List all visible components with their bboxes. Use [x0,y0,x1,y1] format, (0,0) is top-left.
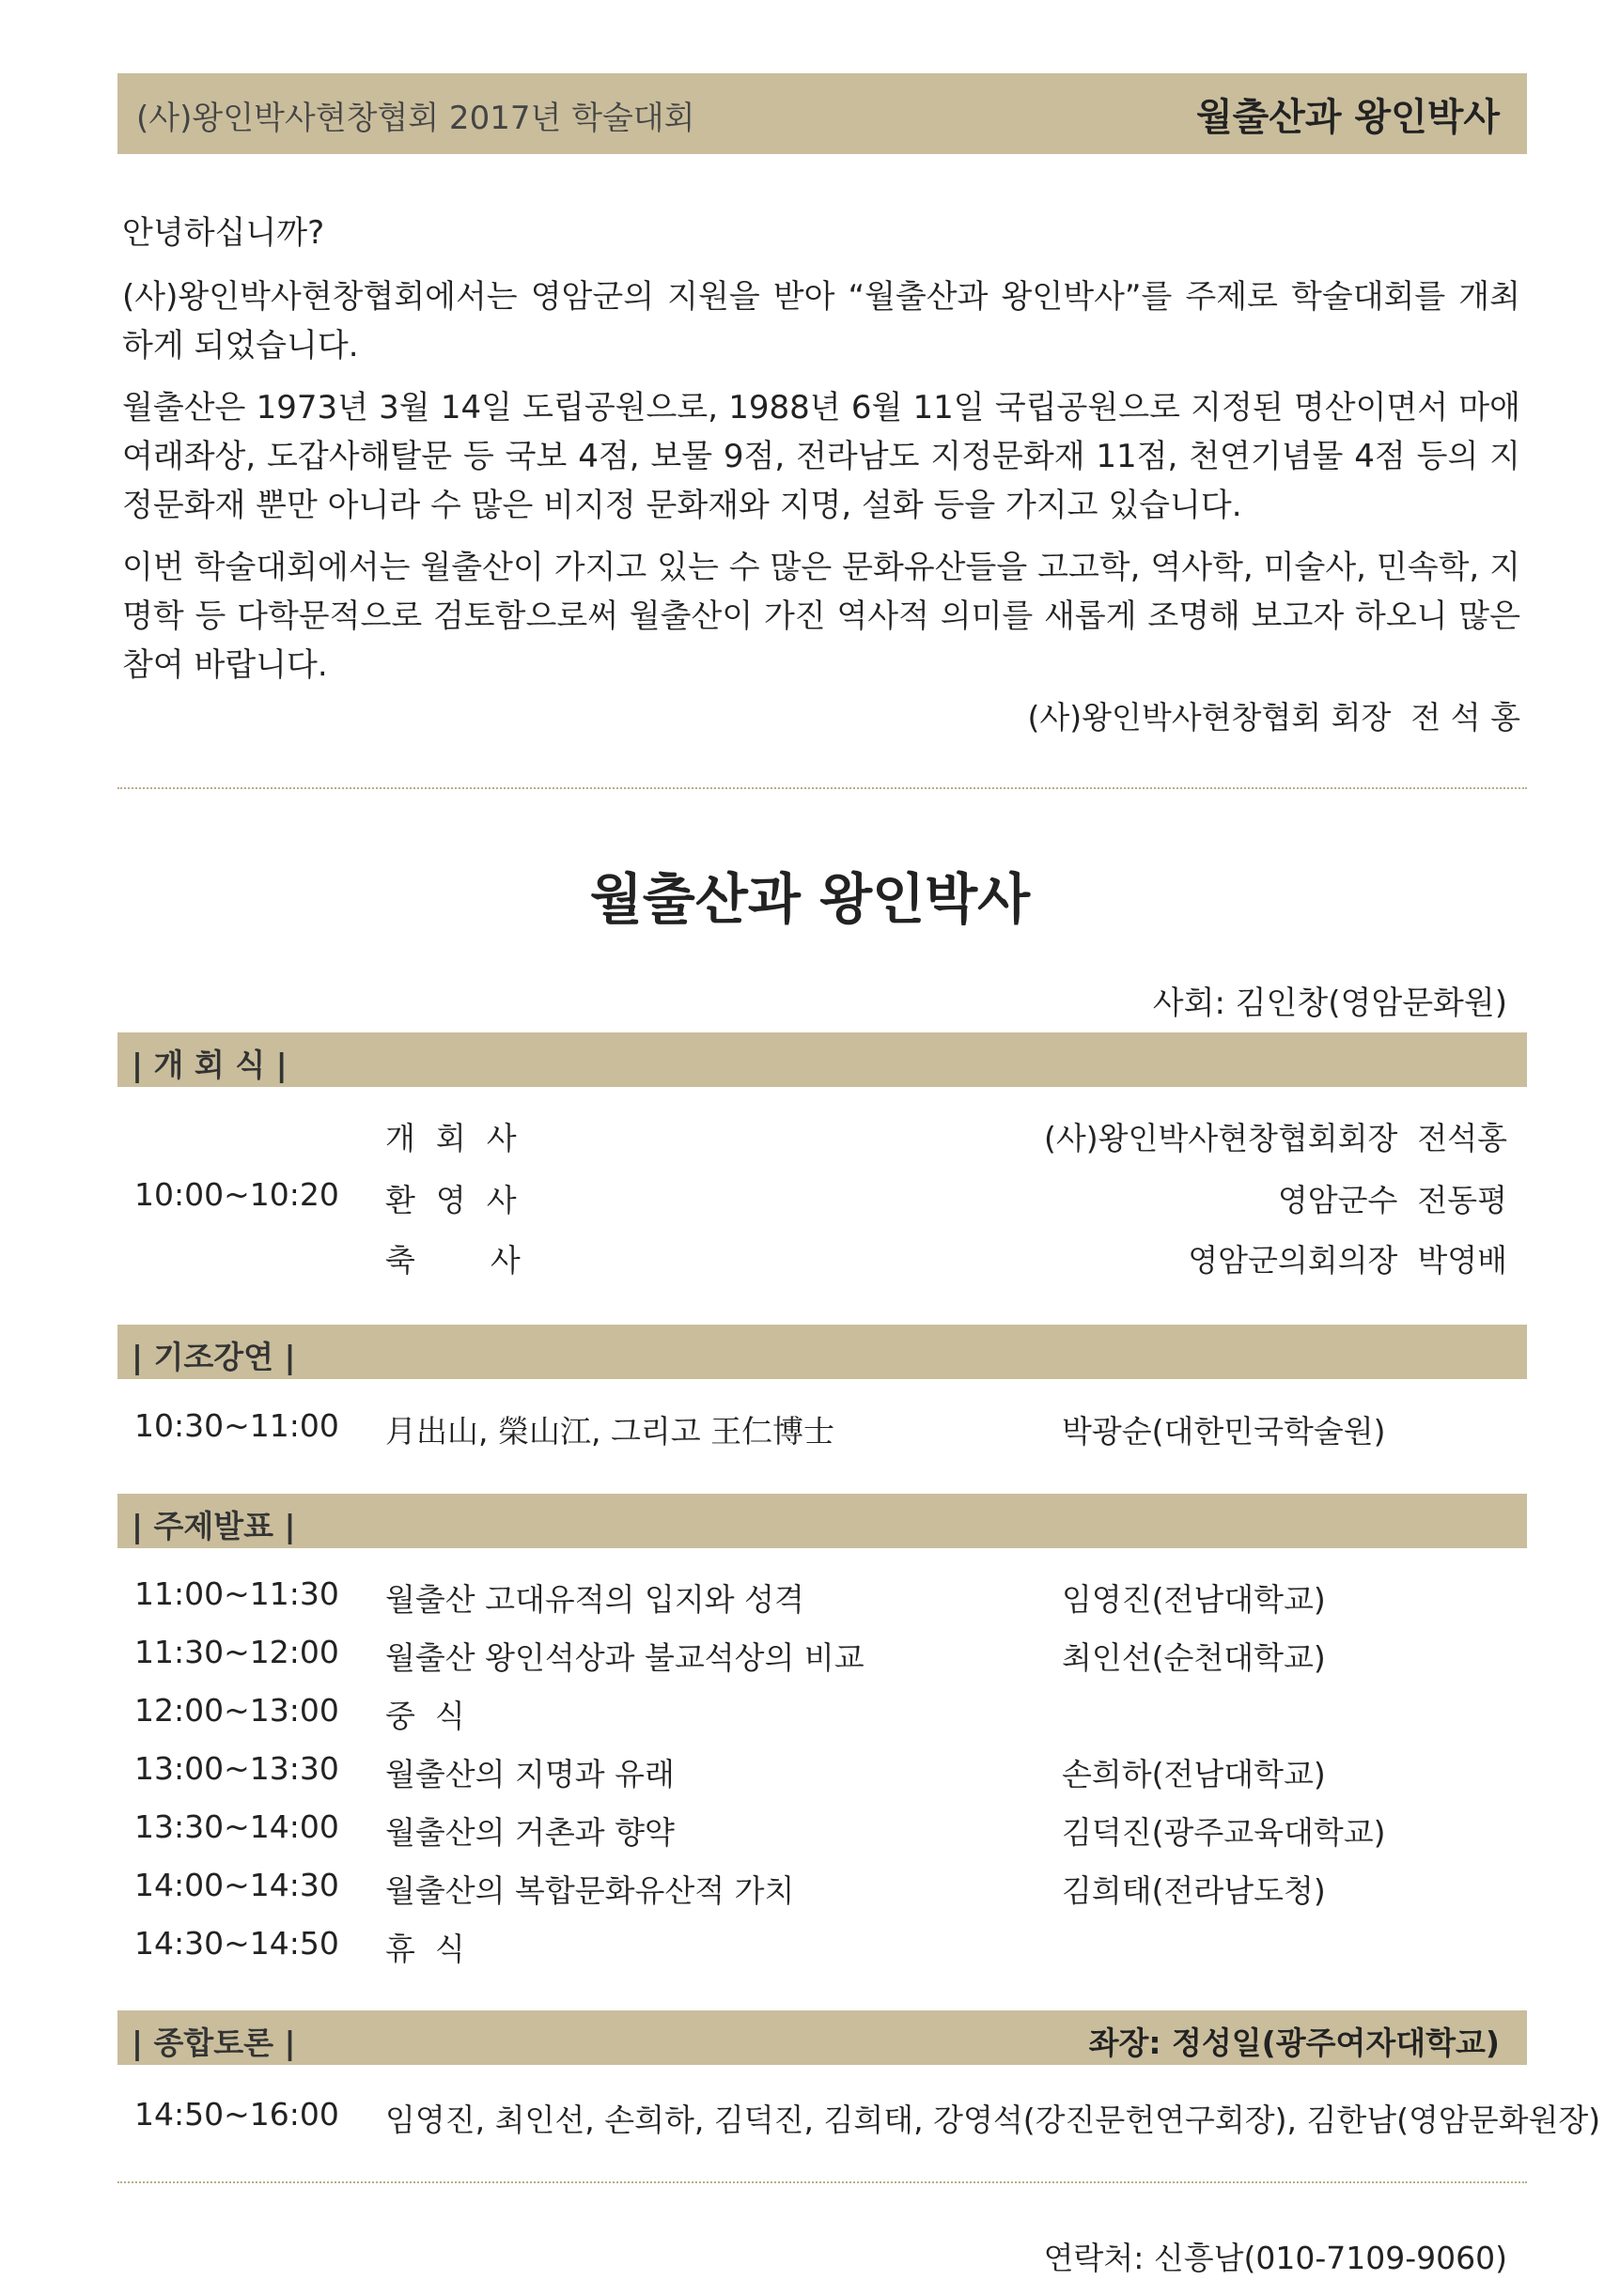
intro-paragraph-2: 월출산은 1973년 3월 14일 도립공원으로, 1988년 6월 11일 국립공원으로 지정된 명산이면서 마애여래좌상, 도갑사해탈문 등 국보 4점, 보물 9점, 전라남도 지정문화재 11점, 천연기념물 4점 등의 지정문화재 뿐만 아니라 수 많은 비지정 문화재와 지명, 설화 등을 가지고 있습니다. [122,389,1520,524]
intro-paragraph-3: 이번 학술대회에서는 월출산이 가지고 있는 수 많은 문화유산들을 고고학, 역사학, 미술사, 민속학, 지명학 등 다학문적으로 검토함으로써 월출산이 가진 역사적 의미를 새롭게 조명해 보고자 하오니 많은 참여 바랍니다. [122,549,1520,684]
session-time: 11:30~12:00 [134,1634,339,1670]
opening-item: 개회사 [385,1120,537,1156]
discussion-time: 14:50~16:00 [134,2096,339,2133]
keynote-time: 10:30~11:00 [134,1407,339,1444]
session-time: 13:00~13:30 [134,1750,339,1787]
session-presenter: 김덕진(광주교육대학교) [1062,1814,1386,1851]
header-event-name: (사)왕인박사현창협회 2017년 학술대회 [136,100,695,137]
section-label-presentations: | 주제발표 | [132,1508,296,1544]
keynote-title: 月出山, 榮山江, 그리고 王仁博士 [385,1413,835,1450]
opening-item: 축사 [385,1242,596,1279]
header-title: 월출산과 왕인박사 [1195,96,1500,139]
signature: (사)왕인박사현창협회 회장 전 석 홍 [1027,699,1520,736]
session-title: 중 식 [385,1698,465,1734]
greeting: 안녕하십니까? [122,214,325,252]
opening-speaker: (사)왕인박사현창협회회장 전석홍 [1043,1120,1507,1156]
opening-time: 10:00~10:20 [134,1176,339,1213]
session-time: 12:00~13:00 [134,1692,339,1729]
session-presenter: 김희태(전라남도청) [1062,1872,1326,1909]
session-presenter: 임영진(전남대학교) [1062,1581,1326,1618]
session-title: 월출산의 지명과 유래 [385,1756,675,1792]
keynote-presenter: 박광순(대한민국학술원) [1062,1413,1386,1450]
discussion-chair: 좌장: 정성일(광주여자대학교) [1088,2025,1500,2061]
intro-paragraph-1: (사)왕인박사현창협회에서는 영암군의 지원을 받아 “월출산과 왕인박사”를 주제로 학술대회를 개최하게 되었습니다. [122,278,1520,365]
section-bar-opening [117,1032,1527,1087]
session-title: 월출산 고대유적의 입지와 성격 [385,1581,804,1618]
session-time: 14:00~14:30 [134,1867,339,1903]
opening-speaker: 영암군의회의장 박영배 [1188,1242,1507,1279]
section-bar-presentations [117,1494,1527,1548]
session-time: 13:30~14:00 [134,1808,339,1845]
section-label-discussion: | 종합토론 | [132,2025,296,2061]
session-title: 월출산의 복합문화유산적 가치 [385,1872,795,1909]
session-title: 월출산의 거촌과 향약 [385,1814,675,1851]
session-time: 14:30~14:50 [134,1925,339,1962]
section-label-opening: | 개 회 식 | [132,1047,288,1083]
opening-speaker: 영암군수 전동평 [1277,1182,1507,1218]
session-title: 월출산 왕인석상과 불교석상의 비교 [385,1639,865,1676]
session-title: 휴 식 [385,1931,465,1967]
divider [117,787,1527,789]
opening-item: 환영사 [385,1182,537,1218]
section-label-keynote: | 기조강연 | [132,1339,296,1375]
session-presenter: 손희하(전남대학교) [1062,1756,1326,1792]
contact-info: 연락처: 신흥남(010-7109-9060) [1043,2240,1507,2276]
divider [117,2181,1527,2183]
session-presenter: 최인선(순천대학교) [1062,1639,1326,1676]
discussion-panel: 임영진, 최인선, 손희하, 김덕진, 김희태, 강영석(강진문헌연구회장), 김한남(영암문화원장) [385,2102,1601,2138]
session-time: 11:00~11:30 [134,1575,339,1612]
section-bar-keynote [117,1325,1527,1379]
program-title: 월출산과 왕인박사 [589,867,1031,931]
moderator: 사회: 김인창(영암문화원) [1152,985,1507,1022]
